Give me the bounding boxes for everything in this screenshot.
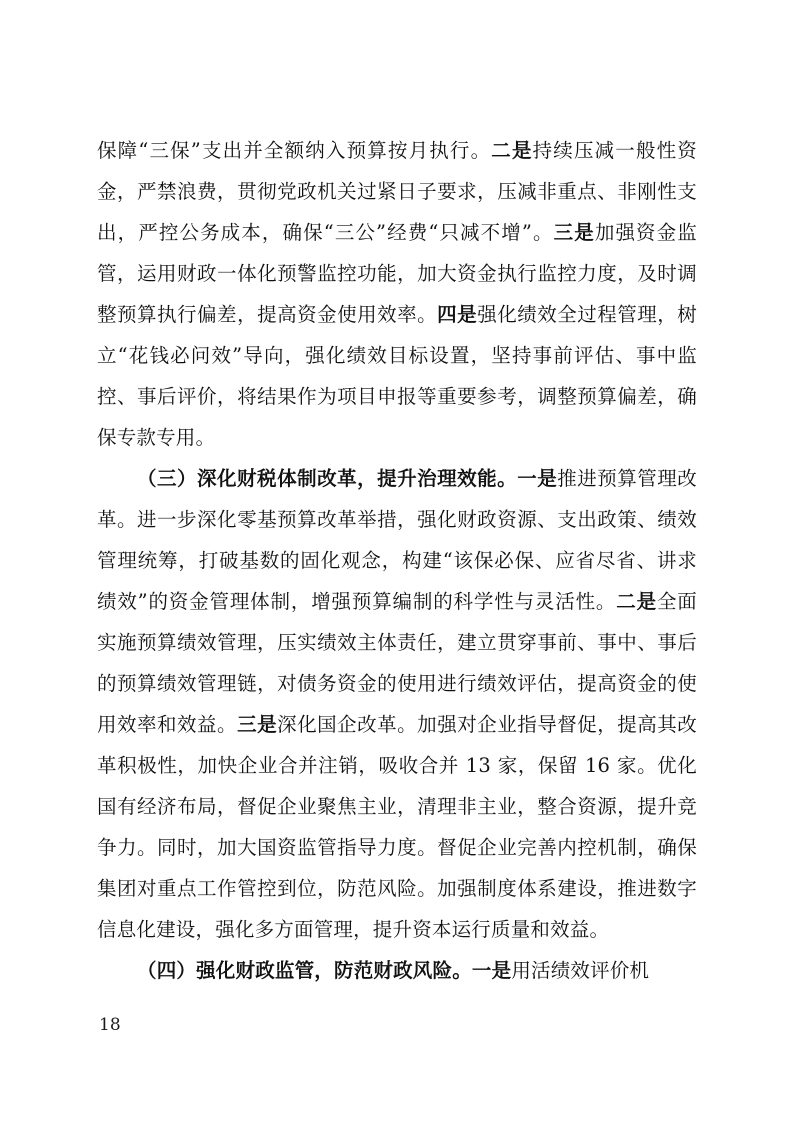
text-run-bold: 一是 <box>517 467 558 490</box>
text-run: 保障“三保”支出并全额纳入预算按月执行。 <box>97 139 492 162</box>
paragraph <box>97 950 697 991</box>
text-run-bold: 四是 <box>437 303 478 326</box>
text-run-bold: 一是 <box>471 959 512 982</box>
text-run-bold: （四）强化财政监管，防范财政风险。 <box>137 959 472 982</box>
text-run: 用活绩效评价机 <box>511 959 650 982</box>
text-run-bold: （三）深化财税体制改革，提升治理效能。 <box>137 467 518 490</box>
document-body <box>97 130 697 991</box>
text-run: 全面实施预算绩效管理，压实绩效主体责任，建立贯穿事前、事中、事后的预算绩效管理链，对债务资金的使用进行绩效评估，提高资金的使用效率和效益。 <box>97 590 698 736</box>
text-run: 深化国企改革。加强对企业指导督促，提高其改革积极性，加快企业合并注销，吸收合并 13 家，保留 16 家。优化国有经济布局，督促企业聚焦主业，清理非主业，整合资源，提升竞争力。同时，加大国资监管指导力度。督促企业完善内控机制，确保集团对重点工作管控到位，防范风险。加强制度体系建设，推进数字信息化建设，强化多方面管理，提升资本运行质量和效益。 <box>97 713 698 941</box>
page-number: 18 <box>99 1015 121 1035</box>
text-run-bold: 三是 <box>237 713 278 736</box>
text-run: 推进预算管理改革。进一步深化零基预算改革举措，强化财政资源、支出政策、绩效管理统筹，打破基数的固化观念，构建“该保必保、应省尽省、讲求绩效”的资金管理体制，增强预算编制的科学性与灵活性。 <box>97 467 697 613</box>
text-run: 强化绩效全过程管理，树立“花钱必问效”导向，强化绩效目标设置，坚持事前评估、事中监控、事后评价，将结果作为项目申报等重要参考，调整预算偏差，确保专款专用。 <box>97 303 698 449</box>
text-run-bold: 三是 <box>553 221 595 244</box>
text-run: 持续压减一般性资金，严禁浪费，贯彻党政机关过紧日子要求，压减非重点、非刚性支出，严控公务成本，确保“三公”经费“只减不增”。 <box>97 139 697 244</box>
text-run: 加强资金监管，运用财政一体化预警监控功能，加大资金执行监控力度，及时调整预算执行偏差，提高资金使用效率。 <box>97 221 697 326</box>
paragraph <box>97 458 697 950</box>
text-run-bold: 二是 <box>491 139 533 162</box>
paragraph <box>97 130 697 458</box>
text-run-bold: 二是 <box>616 590 657 613</box>
